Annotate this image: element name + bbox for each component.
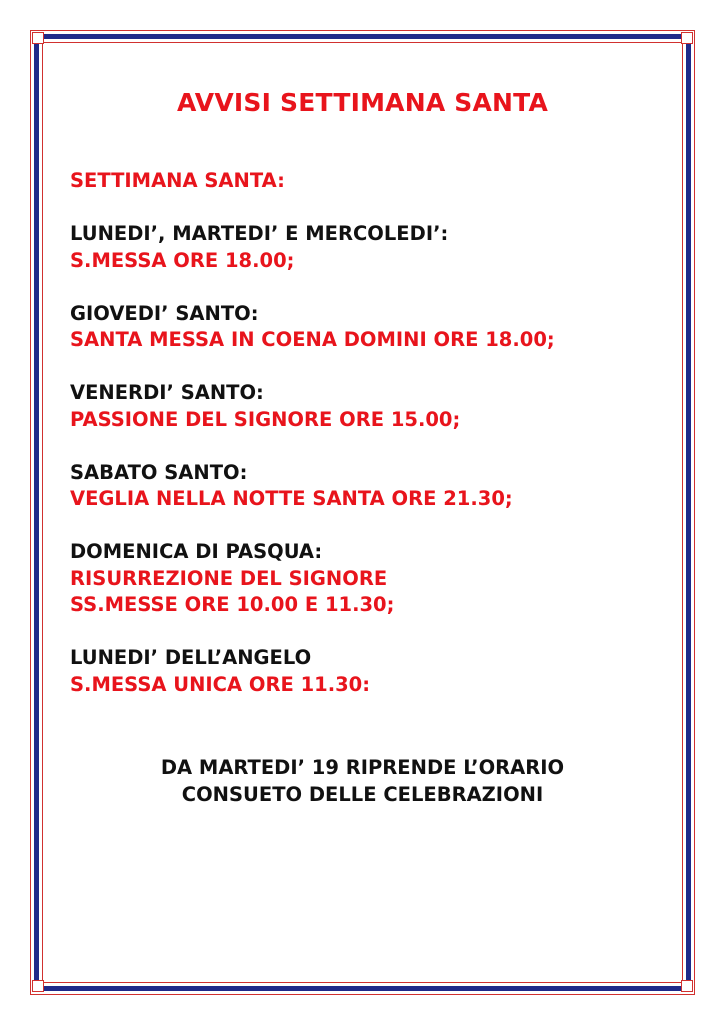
schedule-entry-good-friday — [70, 380, 670, 433]
spacer — [70, 354, 670, 381]
schedule-entry-holy-thursday — [70, 301, 670, 354]
schedule-content — [70, 168, 670, 698]
schedule-day: LUNEDI’ DELL’ANGELO — [70, 646, 312, 669]
schedule-day: VENERDI’ SANTO: — [70, 381, 264, 404]
corner-ornament-top-left — [32, 32, 44, 44]
footer-notice — [0, 754, 725, 808]
corner-ornament-bottom-right — [681, 980, 693, 992]
spacer — [70, 433, 670, 460]
corner-ornament-top-right — [681, 32, 693, 44]
schedule-entry-easter-monday — [70, 645, 670, 698]
spacer — [70, 619, 670, 646]
schedule-detail: SS.MESSE ORE 10.00 E 11.30; — [70, 593, 395, 616]
schedule-detail: VEGLIA NELLA NOTTE SANTA ORE 21.30; — [70, 487, 513, 510]
section-heading: SETTIMANA SANTA: — [70, 169, 285, 192]
spacer — [70, 513, 670, 540]
schedule-entry-holy-saturday — [70, 460, 670, 513]
corner-ornament-bottom-left — [32, 980, 44, 992]
schedule-detail: S.MESSA ORE 18.00; — [70, 248, 295, 272]
schedule-detail: RISURREZIONE DEL SIGNORE — [70, 566, 388, 590]
schedule-detail: S.MESSA UNICA ORE 11.30: — [70, 672, 371, 696]
schedule-day: DOMENICA DI PASQUA: — [70, 540, 323, 563]
spacer — [70, 274, 670, 301]
schedule-entry-easter-sunday — [70, 539, 670, 619]
schedule-day: GIOVEDI’ SANTO: — [70, 301, 259, 325]
footer-line: DA MARTEDI’ 19 RIPRENDE L’ORARIO — [160, 756, 565, 779]
spacer — [70, 195, 670, 222]
page-title: AVVISI SETTIMANA SANTA — [176, 88, 549, 117]
footer-line: CONSUETO DELLE CELEBRAZIONI — [181, 783, 544, 806]
schedule-detail: SANTA MESSA IN COENA DOMINI ORE 18.00; — [70, 328, 555, 351]
schedule-day: SABATO SANTO: — [70, 460, 248, 484]
schedule-day: LUNEDI’, MARTEDI’ E MERCOLEDI’: — [70, 222, 449, 245]
schedule-entry-weekdays — [70, 221, 670, 274]
schedule-detail: PASSIONE DEL SIGNORE ORE 15.00; — [70, 407, 461, 431]
